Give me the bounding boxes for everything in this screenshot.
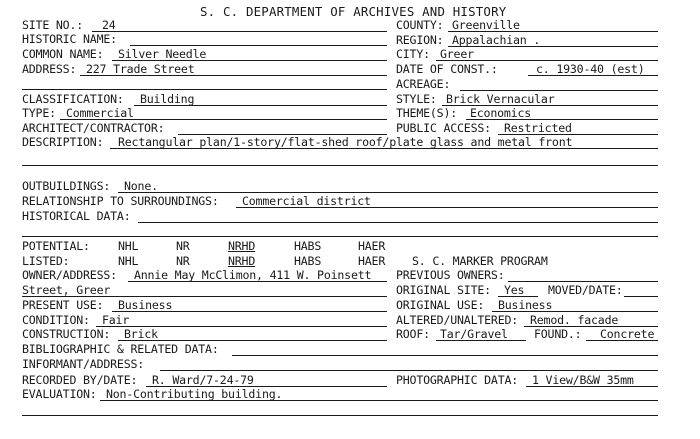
field-line	[118, 340, 387, 341]
field-line	[138, 222, 658, 223]
field-line	[118, 192, 658, 193]
owner-label: OWNER/ADDRESS:	[22, 268, 117, 282]
evaluation-label: EVALUATION:	[22, 387, 97, 401]
altered-value: Remod. facade	[530, 313, 619, 327]
original-site-value: Yes	[504, 283, 525, 297]
field-line	[128, 281, 387, 282]
listed-label: LISTED:	[22, 254, 70, 268]
relationship-value: Commercial district	[242, 194, 371, 208]
previous-owners-label: PREVIOUS OWNERS:	[396, 268, 505, 282]
construction-label: CONSTRUCTION:	[22, 327, 111, 341]
potential-nrhd: NRHD	[228, 239, 256, 253]
field-line	[466, 119, 658, 120]
original-site-label: ORIGINAL SITE:	[396, 283, 491, 297]
form-title: S. C. DEPARTMENT OF ARCHIVES AND HISTORY	[200, 4, 507, 19]
potential-nhl: NHL	[118, 239, 139, 253]
field-line	[436, 60, 658, 61]
field-line	[436, 340, 526, 341]
type-value: Commercial	[66, 106, 134, 120]
site-no-value: 24	[102, 18, 116, 32]
themes-value: Economics	[470, 106, 532, 120]
city-value: Greer	[440, 47, 474, 61]
field-line	[60, 119, 387, 120]
field-line	[492, 311, 658, 312]
field-line	[586, 340, 658, 341]
county-value: Greenville	[452, 18, 520, 32]
listed-nhl: NHL	[118, 254, 139, 268]
original-use-label: ORIGINAL USE:	[396, 298, 485, 312]
field-line	[498, 296, 538, 297]
condition-value: Fair	[102, 313, 130, 327]
found-label: FOUND.:	[534, 327, 582, 341]
field-line	[232, 355, 658, 356]
address-value: 227 Trade Street	[86, 62, 195, 76]
recorded-value: R. Ward/7-24-79	[152, 373, 254, 387]
found-value: Concrete	[600, 327, 655, 341]
potential-label: POTENTIAL:	[22, 239, 90, 253]
date-label: DATE OF CONST.:	[396, 62, 498, 76]
field-line	[22, 296, 387, 297]
field-line	[448, 46, 658, 47]
style-label: STYLE:	[396, 92, 437, 106]
bibliographic-label: BIBLIOGRAPHIC & RELATED DATA:	[22, 342, 219, 356]
field-line	[134, 105, 387, 106]
present-use-label: PRESENT USE:	[22, 298, 104, 312]
owner-value: Annie May McClimon, 411 W. Poinsett	[134, 268, 372, 282]
present-use-value: Business	[118, 298, 173, 312]
marker-program: S. C. MARKER PROGRAM	[412, 254, 548, 268]
owner-line2: Street, Greer	[22, 283, 111, 297]
recorded-label: RECORDED BY/DATE:	[22, 373, 138, 387]
listed-nrhd: NRHD	[228, 254, 256, 268]
acreage-label: ACREAGE:	[396, 77, 451, 91]
region-label: REGION:	[396, 33, 444, 47]
field-line	[160, 370, 658, 371]
potential-habs: HABS	[294, 239, 322, 253]
field-line	[100, 400, 658, 401]
roof-label: ROOF:	[396, 327, 430, 341]
field-line	[130, 45, 387, 46]
common-name-value: Silver Needle	[118, 47, 207, 61]
roof-value: Tar/Gravel	[440, 327, 508, 341]
date-value: c. 1930-40 (est)	[536, 62, 645, 76]
themes-label: THEME(S):	[396, 106, 458, 120]
potential-nr: NR	[176, 239, 190, 253]
field-line	[460, 90, 658, 91]
classification-value: Building	[140, 92, 195, 106]
listed-habs: HABS	[294, 254, 322, 268]
public-access-label: PUBLIC ACCESS:	[396, 121, 491, 135]
potential-haer: HAER	[358, 239, 386, 253]
description-label: DESCRIPTION:	[22, 135, 104, 149]
field-line	[22, 89, 387, 90]
field-line	[236, 207, 658, 208]
field-line	[112, 60, 387, 61]
construction-value: Brick	[124, 327, 158, 341]
listed-nr: NR	[176, 254, 190, 268]
field-line	[526, 386, 658, 387]
condition-label: CONDITION:	[22, 313, 90, 327]
architect-label: ARCHITECT/CONTRACTOR:	[22, 121, 165, 135]
region-value: Appalachian .	[452, 33, 541, 47]
field-line	[80, 75, 387, 76]
historical-data-label: HISTORICAL DATA:	[22, 209, 131, 223]
common-name-label: COMMON NAME:	[22, 47, 104, 61]
city-label: CITY:	[396, 47, 430, 61]
historic-name-label: HISTORIC NAME:	[22, 32, 117, 46]
field-line	[22, 165, 658, 166]
address-label: ADDRESS:	[22, 62, 77, 76]
classification-label: CLASSIFICATION:	[22, 92, 124, 106]
original-use-value: Business	[498, 298, 553, 312]
field-line	[528, 75, 658, 76]
field-line	[112, 311, 387, 312]
moved-date-label: MOVED/DATE:	[548, 283, 623, 297]
public-access-value: Restricted	[504, 121, 572, 135]
field-line	[624, 296, 658, 297]
county-label: COUNTY:	[396, 18, 444, 32]
outbuildings-value: None.	[124, 179, 158, 193]
style-value: Brick Vernacular	[446, 92, 555, 106]
outbuildings-label: OUTBUILDINGS:	[22, 179, 111, 193]
evaluation-value: Non-Contributing building.	[106, 387, 283, 401]
photographic-value: 1 View/B&W 35mm	[532, 373, 634, 387]
description-value: Rectangular plan/1-story/flat-shed roof/plate glass and metal front	[118, 135, 573, 149]
altered-label: ALTERED/UNALTERED:	[396, 313, 519, 327]
relationship-label: RELATIONSHIP TO SURROUNDINGS:	[22, 194, 219, 208]
field-line	[22, 415, 658, 416]
field-line	[448, 31, 658, 32]
field-line	[92, 31, 387, 32]
informant-label: INFORMANT/ADDRESS:	[22, 357, 145, 371]
type-label: TYPE:	[22, 106, 56, 120]
photographic-label: PHOTOGRAPHIC DATA:	[396, 373, 519, 387]
field-line	[22, 236, 658, 237]
field-line	[110, 148, 658, 149]
site-no-label: SITE NO.:	[22, 18, 84, 32]
field-line	[508, 281, 658, 282]
listed-haer: HAER	[358, 254, 386, 268]
